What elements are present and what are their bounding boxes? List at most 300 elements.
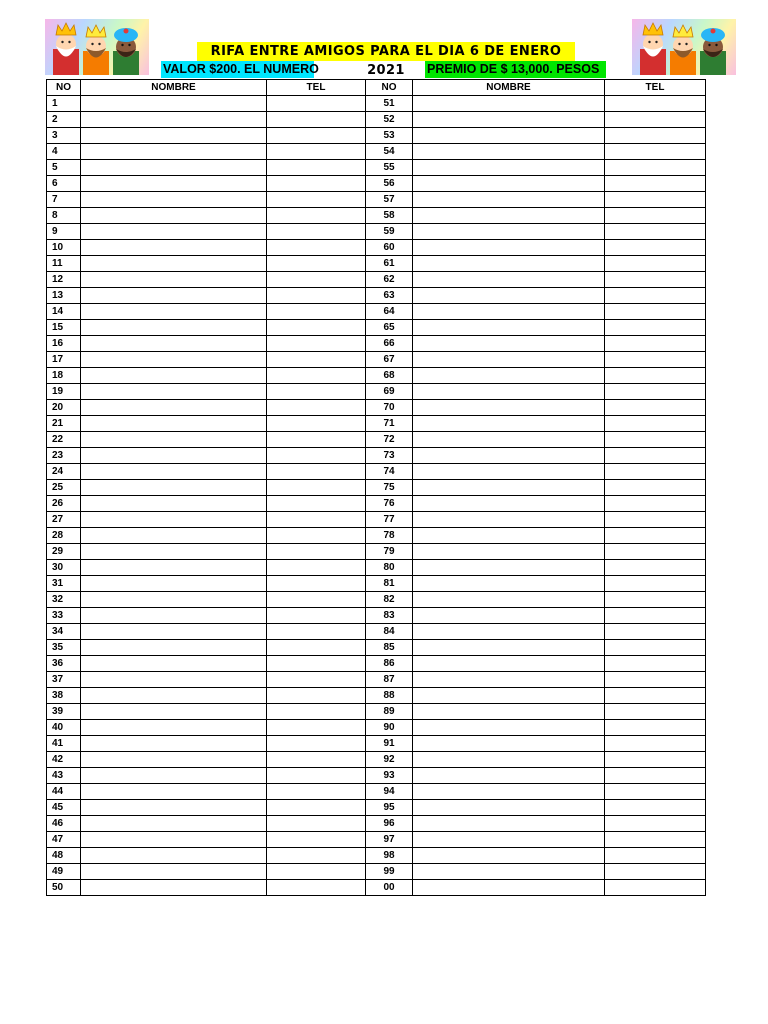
table-row <box>47 416 706 432</box>
number-cell: 49 <box>47 864 81 880</box>
phone-cell[interactable] <box>267 320 366 336</box>
name-cell[interactable] <box>413 736 605 752</box>
table-row <box>47 560 706 576</box>
name-cell[interactable] <box>413 752 605 768</box>
name-cell[interactable] <box>81 432 267 448</box>
name-cell[interactable] <box>413 608 605 624</box>
phone-cell[interactable] <box>267 336 366 352</box>
name-cell[interactable] <box>81 688 267 704</box>
phone-cell[interactable] <box>267 832 366 848</box>
phone-cell[interactable] <box>605 736 706 752</box>
name-cell[interactable] <box>413 288 605 304</box>
phone-cell[interactable] <box>605 416 706 432</box>
name-cell[interactable] <box>413 880 605 896</box>
phone-cell[interactable] <box>267 848 366 864</box>
table-row <box>47 224 706 240</box>
name-cell[interactable] <box>81 672 267 688</box>
name-cell[interactable] <box>81 288 267 304</box>
phone-cell[interactable] <box>605 272 706 288</box>
table-row <box>47 368 706 384</box>
name-cell[interactable] <box>413 384 605 400</box>
phone-cell[interactable] <box>267 656 366 672</box>
phone-cell[interactable] <box>605 608 706 624</box>
phone-cell[interactable] <box>267 480 366 496</box>
phone-cell[interactable] <box>605 288 706 304</box>
table-row <box>47 688 706 704</box>
name-cell[interactable] <box>81 352 267 368</box>
phone-cell[interactable] <box>605 720 706 736</box>
phone-cell[interactable] <box>267 816 366 832</box>
name-cell[interactable] <box>413 640 605 656</box>
three-kings-image-right <box>632 19 736 75</box>
name-cell[interactable] <box>81 528 267 544</box>
number-cell: 62 <box>366 272 413 288</box>
name-cell[interactable] <box>413 688 605 704</box>
phone-cell[interactable] <box>267 448 366 464</box>
number-cell: 78 <box>366 528 413 544</box>
phone-cell[interactable] <box>605 800 706 816</box>
number-cell: 59 <box>366 224 413 240</box>
phone-cell[interactable] <box>267 672 366 688</box>
number-cell: 85 <box>366 640 413 656</box>
number-cell: 65 <box>366 320 413 336</box>
number-cell: 10 <box>47 240 81 256</box>
phone-cell[interactable] <box>605 512 706 528</box>
name-cell[interactable] <box>81 752 267 768</box>
number-cell: 92 <box>366 752 413 768</box>
phone-cell[interactable] <box>605 768 706 784</box>
name-cell[interactable] <box>413 240 605 256</box>
number-cell: 23 <box>47 448 81 464</box>
table-row <box>47 864 706 880</box>
name-cell[interactable] <box>413 192 605 208</box>
table-row <box>47 256 706 272</box>
phone-cell[interactable] <box>267 208 366 224</box>
name-cell[interactable] <box>413 400 605 416</box>
name-cell[interactable] <box>81 704 267 720</box>
name-cell[interactable] <box>81 784 267 800</box>
phone-cell[interactable] <box>605 176 706 192</box>
name-cell[interactable] <box>81 544 267 560</box>
name-cell[interactable] <box>413 816 605 832</box>
phone-cell[interactable] <box>267 880 366 896</box>
name-cell[interactable] <box>81 560 267 576</box>
name-cell[interactable] <box>413 592 605 608</box>
name-cell[interactable] <box>413 320 605 336</box>
number-cell: 7 <box>47 192 81 208</box>
name-cell[interactable] <box>81 112 267 128</box>
name-cell[interactable] <box>81 608 267 624</box>
number-cell: 29 <box>47 544 81 560</box>
phone-cell[interactable] <box>605 752 706 768</box>
number-cell: 13 <box>47 288 81 304</box>
phone-cell[interactable] <box>267 128 366 144</box>
phone-cell[interactable] <box>267 496 366 512</box>
number-cell: 51 <box>366 96 413 112</box>
name-cell[interactable] <box>413 576 605 592</box>
prize-amount: PREMIO DE $ 13,000. PESOS <box>425 61 606 78</box>
name-cell[interactable] <box>81 320 267 336</box>
phone-cell[interactable] <box>267 256 366 272</box>
phone-cell[interactable] <box>267 176 366 192</box>
number-cell: 50 <box>47 880 81 896</box>
table-row <box>47 736 706 752</box>
phone-cell[interactable] <box>605 496 706 512</box>
raffle-table <box>46 79 706 896</box>
name-cell[interactable] <box>81 480 267 496</box>
name-cell[interactable] <box>413 208 605 224</box>
phone-cell[interactable] <box>605 160 706 176</box>
number-cell: 31 <box>47 576 81 592</box>
name-cell[interactable] <box>81 720 267 736</box>
name-cell[interactable] <box>413 848 605 864</box>
phone-cell[interactable] <box>267 528 366 544</box>
table-row <box>47 400 706 416</box>
name-cell[interactable] <box>81 304 267 320</box>
phone-cell[interactable] <box>267 768 366 784</box>
table-row <box>47 464 706 480</box>
table-row <box>47 144 706 160</box>
phone-cell[interactable] <box>605 96 706 112</box>
number-cell: 82 <box>366 592 413 608</box>
name-cell[interactable] <box>413 432 605 448</box>
number-cell: 26 <box>47 496 81 512</box>
name-cell[interactable] <box>413 176 605 192</box>
number-cell: 24 <box>47 464 81 480</box>
number-cell: 32 <box>47 592 81 608</box>
name-cell[interactable] <box>413 256 605 272</box>
phone-cell[interactable] <box>267 368 366 384</box>
phone-cell[interactable] <box>267 704 366 720</box>
phone-cell[interactable] <box>267 800 366 816</box>
number-cell: 63 <box>366 288 413 304</box>
phone-cell[interactable] <box>605 592 706 608</box>
table-row <box>47 336 706 352</box>
number-cell: 21 <box>47 416 81 432</box>
name-cell[interactable] <box>413 784 605 800</box>
phone-cell[interactable] <box>605 128 706 144</box>
number-cell: 54 <box>366 144 413 160</box>
name-cell[interactable] <box>81 624 267 640</box>
name-cell[interactable] <box>413 656 605 672</box>
number-cell: 14 <box>47 304 81 320</box>
table-row <box>47 192 706 208</box>
number-cell: 94 <box>366 784 413 800</box>
name-cell[interactable] <box>413 224 605 240</box>
table-row <box>47 304 706 320</box>
phone-cell[interactable] <box>605 864 706 880</box>
name-cell[interactable] <box>81 848 267 864</box>
raffle-title: RIFA ENTRE AMIGOS PARA EL DIA 6 DE ENERO 2021 <box>197 42 575 61</box>
number-cell: 83 <box>366 608 413 624</box>
name-cell[interactable] <box>413 704 605 720</box>
name-cell[interactable] <box>81 816 267 832</box>
phone-cell[interactable] <box>605 784 706 800</box>
column-header: NO <box>47 80 81 96</box>
phone-cell[interactable] <box>605 576 706 592</box>
phone-cell[interactable] <box>267 384 366 400</box>
name-cell[interactable] <box>413 832 605 848</box>
column-header: NOMBRE <box>81 80 267 96</box>
number-cell: 9 <box>47 224 81 240</box>
phone-cell[interactable] <box>267 624 366 640</box>
name-cell[interactable] <box>81 336 267 352</box>
phone-cell[interactable] <box>267 224 366 240</box>
name-cell[interactable] <box>81 224 267 240</box>
phone-cell[interactable] <box>605 352 706 368</box>
phone-cell[interactable] <box>267 304 366 320</box>
phone-cell[interactable] <box>267 240 366 256</box>
name-cell[interactable] <box>81 400 267 416</box>
number-cell: 76 <box>366 496 413 512</box>
number-cell: 48 <box>47 848 81 864</box>
phone-cell[interactable] <box>605 528 706 544</box>
phone-cell[interactable] <box>605 240 706 256</box>
number-cell: 70 <box>366 400 413 416</box>
phone-cell[interactable] <box>605 656 706 672</box>
name-cell[interactable] <box>81 512 267 528</box>
name-cell[interactable] <box>81 768 267 784</box>
table-row <box>47 704 706 720</box>
number-cell: 84 <box>366 624 413 640</box>
number-cell: 89 <box>366 704 413 720</box>
number-cell: 3 <box>47 128 81 144</box>
name-cell[interactable] <box>413 336 605 352</box>
number-cell: 60 <box>366 240 413 256</box>
column-header: TEL <box>605 80 706 96</box>
name-cell[interactable] <box>413 544 605 560</box>
table-row <box>47 640 706 656</box>
phone-cell[interactable] <box>605 544 706 560</box>
name-cell[interactable] <box>81 384 267 400</box>
number-cell: 93 <box>366 768 413 784</box>
table-row <box>47 848 706 864</box>
number-cell: 75 <box>366 480 413 496</box>
table-row <box>47 656 706 672</box>
name-cell[interactable] <box>81 128 267 144</box>
phone-cell[interactable] <box>267 288 366 304</box>
number-cell: 64 <box>366 304 413 320</box>
phone-cell[interactable] <box>267 784 366 800</box>
name-cell[interactable] <box>413 304 605 320</box>
number-cell: 28 <box>47 528 81 544</box>
phone-cell[interactable] <box>267 112 366 128</box>
phone-cell[interactable] <box>605 640 706 656</box>
phone-cell[interactable] <box>605 192 706 208</box>
phone-cell[interactable] <box>267 592 366 608</box>
phone-cell[interactable] <box>267 144 366 160</box>
phone-cell[interactable] <box>605 448 706 464</box>
phone-cell[interactable] <box>267 160 366 176</box>
phone-cell[interactable] <box>605 560 706 576</box>
phone-cell[interactable] <box>605 816 706 832</box>
phone-cell[interactable] <box>267 400 366 416</box>
phone-cell[interactable] <box>267 608 366 624</box>
table-row <box>47 432 706 448</box>
name-cell[interactable] <box>81 592 267 608</box>
number-cell: 39 <box>47 704 81 720</box>
number-cell: 4 <box>47 144 81 160</box>
name-cell[interactable] <box>413 416 605 432</box>
phone-cell[interactable] <box>267 192 366 208</box>
phone-cell[interactable] <box>605 208 706 224</box>
phone-cell[interactable] <box>605 848 706 864</box>
phone-cell[interactable] <box>605 432 706 448</box>
number-cell: 58 <box>366 208 413 224</box>
phone-cell[interactable] <box>605 320 706 336</box>
table-row <box>47 176 706 192</box>
name-cell[interactable] <box>413 144 605 160</box>
name-cell[interactable] <box>413 480 605 496</box>
phone-cell[interactable] <box>605 144 706 160</box>
phone-cell[interactable] <box>605 464 706 480</box>
name-cell[interactable] <box>81 208 267 224</box>
ticket-price: VALOR $200. EL NUMERO <box>163 62 319 76</box>
number-cell: 27 <box>47 512 81 528</box>
column-header: NO <box>366 80 413 96</box>
name-cell[interactable] <box>81 880 267 896</box>
name-cell[interactable] <box>413 624 605 640</box>
phone-cell[interactable] <box>267 640 366 656</box>
number-cell: 56 <box>366 176 413 192</box>
name-cell[interactable] <box>413 368 605 384</box>
number-cell: 96 <box>366 816 413 832</box>
name-cell[interactable] <box>413 720 605 736</box>
phone-cell[interactable] <box>267 864 366 880</box>
number-cell: 00 <box>366 880 413 896</box>
number-cell: 38 <box>47 688 81 704</box>
phone-cell[interactable] <box>605 672 706 688</box>
phone-cell[interactable] <box>267 96 366 112</box>
name-cell[interactable] <box>81 656 267 672</box>
number-cell: 73 <box>366 448 413 464</box>
number-cell: 36 <box>47 656 81 672</box>
number-cell: 98 <box>366 848 413 864</box>
name-cell[interactable] <box>81 192 267 208</box>
phone-cell[interactable] <box>605 400 706 416</box>
name-cell[interactable] <box>81 256 267 272</box>
phone-cell[interactable] <box>267 544 366 560</box>
name-cell[interactable] <box>81 496 267 512</box>
table-row <box>47 624 706 640</box>
number-cell: 30 <box>47 560 81 576</box>
number-cell: 71 <box>366 416 413 432</box>
phone-cell[interactable] <box>605 384 706 400</box>
phone-cell[interactable] <box>267 464 366 480</box>
name-cell[interactable] <box>81 800 267 816</box>
phone-cell[interactable] <box>605 112 706 128</box>
table-row <box>47 208 706 224</box>
phone-cell[interactable] <box>605 368 706 384</box>
number-cell: 34 <box>47 624 81 640</box>
name-cell[interactable] <box>81 96 267 112</box>
name-cell[interactable] <box>413 128 605 144</box>
phone-cell[interactable] <box>605 224 706 240</box>
phone-cell[interactable] <box>605 336 706 352</box>
table-row <box>47 784 706 800</box>
number-cell: 74 <box>366 464 413 480</box>
name-cell[interactable] <box>81 464 267 480</box>
number-cell: 8 <box>47 208 81 224</box>
name-cell[interactable] <box>81 736 267 752</box>
name-cell[interactable] <box>81 640 267 656</box>
number-cell: 5 <box>47 160 81 176</box>
phone-cell[interactable] <box>605 688 706 704</box>
name-cell[interactable] <box>413 160 605 176</box>
phone-cell[interactable] <box>605 256 706 272</box>
name-cell[interactable] <box>81 272 267 288</box>
number-cell: 91 <box>366 736 413 752</box>
phone-cell[interactable] <box>267 752 366 768</box>
name-cell[interactable] <box>413 96 605 112</box>
number-cell: 67 <box>366 352 413 368</box>
name-cell[interactable] <box>413 768 605 784</box>
name-cell[interactable] <box>413 512 605 528</box>
name-cell[interactable] <box>413 528 605 544</box>
number-cell: 95 <box>366 800 413 816</box>
number-cell: 81 <box>366 576 413 592</box>
name-cell[interactable] <box>413 800 605 816</box>
name-cell[interactable] <box>413 864 605 880</box>
name-cell[interactable] <box>413 352 605 368</box>
phone-cell[interactable] <box>605 880 706 896</box>
name-cell[interactable] <box>81 832 267 848</box>
phone-cell[interactable] <box>605 832 706 848</box>
name-cell[interactable] <box>413 272 605 288</box>
name-cell[interactable] <box>81 144 267 160</box>
name-cell[interactable] <box>81 864 267 880</box>
phone-cell[interactable] <box>267 432 366 448</box>
table-row <box>47 832 706 848</box>
number-cell: 25 <box>47 480 81 496</box>
name-cell[interactable] <box>81 448 267 464</box>
phone-cell[interactable] <box>267 560 366 576</box>
name-cell[interactable] <box>81 176 267 192</box>
name-cell[interactable] <box>81 576 267 592</box>
phone-cell[interactable] <box>267 512 366 528</box>
name-cell[interactable] <box>413 496 605 512</box>
phone-cell[interactable] <box>605 624 706 640</box>
column-header: TEL <box>267 80 366 96</box>
phone-cell[interactable] <box>267 576 366 592</box>
number-cell: 72 <box>366 432 413 448</box>
phone-cell[interactable] <box>267 352 366 368</box>
phone-cell[interactable] <box>267 272 366 288</box>
table-row <box>47 752 706 768</box>
phone-cell[interactable] <box>267 416 366 432</box>
name-cell[interactable] <box>413 672 605 688</box>
name-cell[interactable] <box>413 112 605 128</box>
table-row <box>47 496 706 512</box>
phone-cell[interactable] <box>605 704 706 720</box>
number-cell: 35 <box>47 640 81 656</box>
name-cell[interactable] <box>81 368 267 384</box>
phone-cell[interactable] <box>267 688 366 704</box>
phone-cell[interactable] <box>267 720 366 736</box>
phone-cell[interactable] <box>605 480 706 496</box>
name-cell[interactable] <box>81 240 267 256</box>
name-cell[interactable] <box>413 560 605 576</box>
number-cell: 80 <box>366 560 413 576</box>
phone-cell[interactable] <box>267 736 366 752</box>
name-cell[interactable] <box>81 416 267 432</box>
name-cell[interactable] <box>413 464 605 480</box>
table-row <box>47 816 706 832</box>
phone-cell[interactable] <box>605 304 706 320</box>
number-cell: 19 <box>47 384 81 400</box>
name-cell[interactable] <box>413 448 605 464</box>
name-cell[interactable] <box>81 160 267 176</box>
